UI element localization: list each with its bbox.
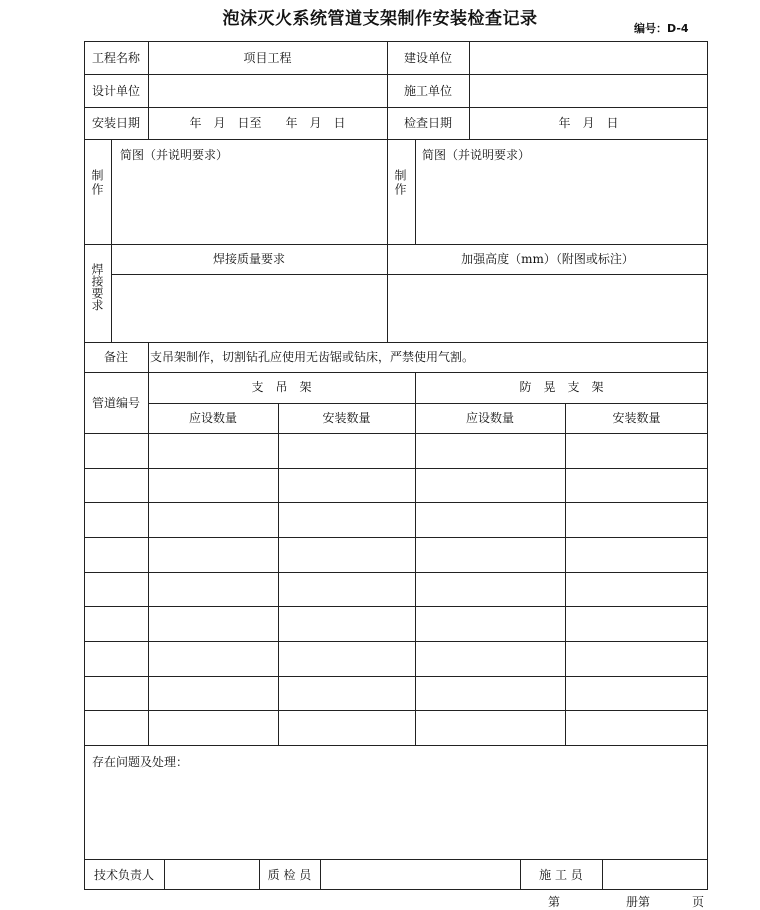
col-line: [148, 342, 149, 372]
col-line: [602, 859, 603, 890]
row-line: [84, 502, 708, 503]
row-line: [84, 244, 708, 245]
col-line: [565, 403, 566, 745]
col-line: [164, 859, 165, 890]
row-line: [84, 641, 708, 642]
check-date-label: 检查日期: [403, 116, 452, 130]
design-unit-label: 设计单位: [91, 84, 140, 98]
row-line: [84, 342, 708, 343]
sway-installed-qty-header: 安装数量: [612, 411, 661, 425]
worker-label: 施 工 员: [539, 868, 583, 882]
remark-label: 备注: [103, 350, 128, 364]
row-line: [84, 107, 708, 108]
install-date-value: 年 月 日至 年 月 日: [189, 116, 346, 130]
pipe-number-header: 管道编号: [91, 396, 140, 410]
anti-sway-header: 防 晃 支 架: [519, 380, 604, 394]
footer-book: 册第: [626, 895, 651, 909]
project-name-label: 工程名称: [91, 51, 140, 65]
row-line: [84, 572, 708, 573]
row-line: [84, 606, 708, 607]
row-line: [84, 372, 708, 373]
col-line: [148, 372, 149, 745]
support-installed-qty-header: 安装数量: [322, 411, 371, 425]
row-line: [84, 537, 708, 538]
row-line: [84, 74, 708, 75]
project-name-value: 项目工程: [243, 51, 292, 65]
sway-should-qty-header: 应设数量: [465, 411, 514, 425]
tech-lead-label: 技术负责人: [93, 868, 154, 882]
issues-label: 存在问题及处理：: [92, 755, 189, 769]
row-line: [84, 139, 708, 140]
build-unit-label: 建设单位: [403, 51, 452, 65]
col-line: [415, 139, 416, 244]
support-hanger-header: 支 吊 架: [251, 380, 312, 394]
remark-text: 支吊架制作，切割钻孔应使用无齿锯或钻床，严禁使用气割。: [150, 350, 475, 364]
qc-inspector-label: 质 检 员: [267, 868, 312, 882]
inspection-form: [84, 41, 708, 891]
row-line: [84, 468, 708, 469]
row-line: [84, 859, 708, 860]
construct-unit-label: 施工单位: [403, 84, 452, 98]
make-side-label: 制作: [90, 169, 104, 197]
footer-page: 页: [692, 895, 705, 909]
reinforce-height-label: 加强高度（mm）（附图或标注）: [461, 252, 634, 266]
support-should-qty-header: 应设数量: [188, 411, 237, 425]
row-line: [84, 745, 708, 746]
weld-side-label: 焊接要求: [90, 263, 104, 311]
document-title: 泡沫灭火系统管道支架制作安装检查记录: [222, 9, 538, 29]
check-date-value: 年 月 日: [558, 116, 619, 130]
document-code: 编号：D-4: [634, 22, 689, 35]
col-line: [320, 859, 321, 890]
row-line: [84, 710, 708, 711]
sketch-right-label: 简图（并说明要求）: [422, 148, 531, 162]
col-line: [415, 372, 416, 745]
row-line: [84, 433, 708, 434]
row-line: [111, 274, 708, 275]
weld-quality-label: 焊接质量要求: [212, 252, 285, 266]
sketch-left-label: 简图（并说明要求）: [120, 148, 229, 162]
row-line: [148, 403, 708, 404]
install-date-label: 安装日期: [91, 116, 140, 130]
row-line: [84, 676, 708, 677]
footer-no: 第: [548, 895, 561, 909]
col-line: [278, 403, 279, 745]
make-side-label-right: 制作: [393, 169, 407, 197]
col-line: [111, 139, 112, 342]
